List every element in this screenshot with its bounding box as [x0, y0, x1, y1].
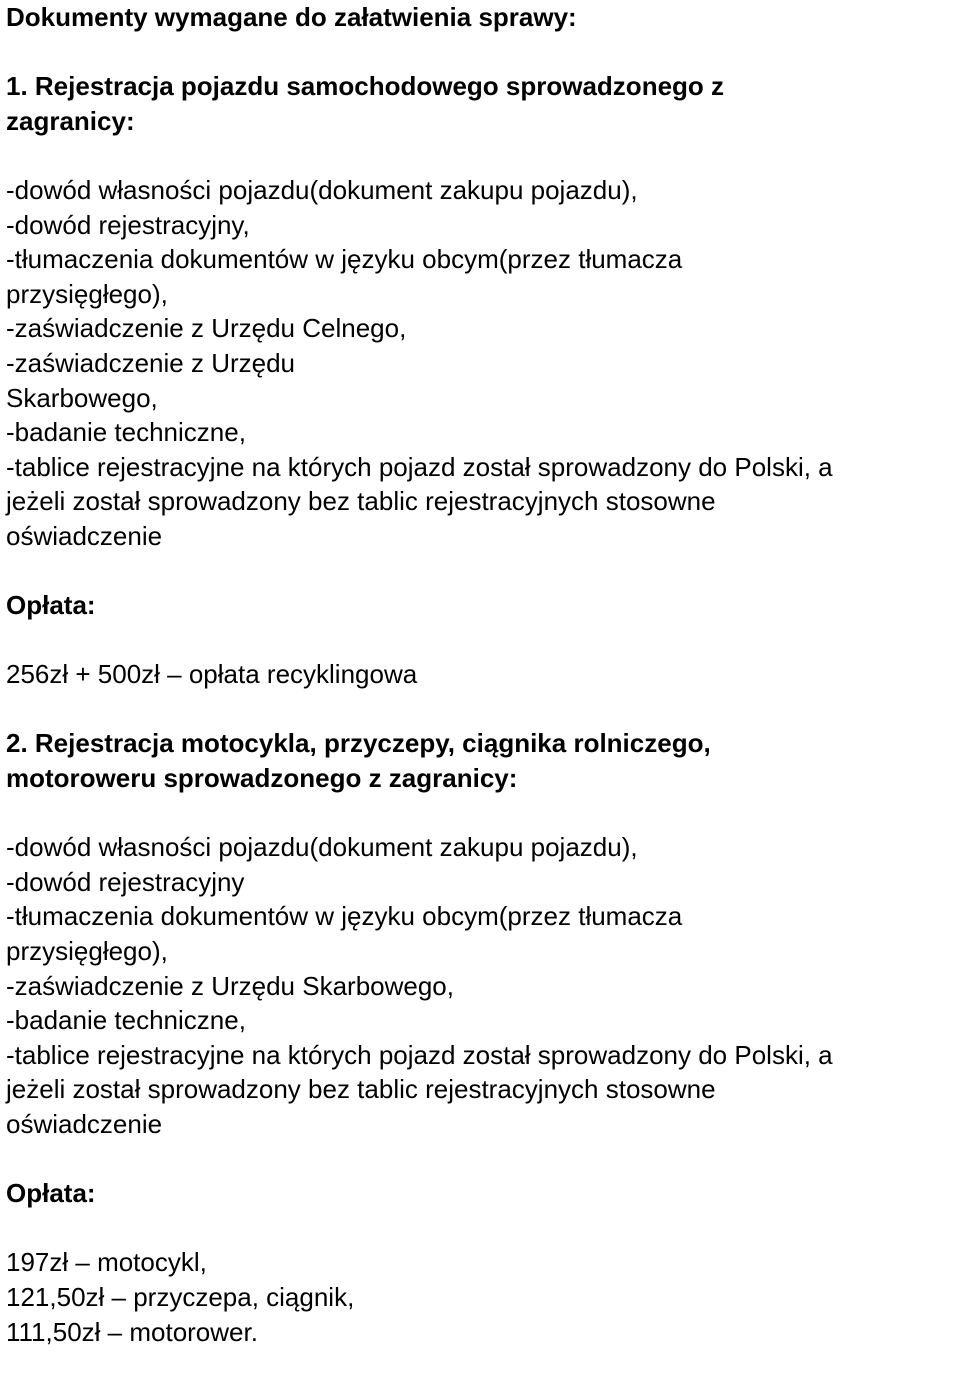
- list-item: -zaświadczenie z Urzędu Skarbowego,: [6, 970, 454, 1001]
- section-1-title-line-1: 1. Rejestracja pojazdu samochodowego sprowadzonego z: [6, 71, 725, 102]
- list-item: -tłumaczenia dokumentów w języku obcym(przez tłumacza: [6, 244, 683, 275]
- section-1-fee: 256zł + 500zł – opłata recyklingowa: [6, 659, 418, 690]
- document-heading: Dokumenty wymagane do załatwienia sprawy:: [6, 2, 577, 32]
- list-item: -dowód własności pojazdu(dokument zakupu pojazdu),: [6, 832, 638, 863]
- list-item: przysięgłego),: [6, 278, 168, 309]
- list-item: -dowód własności pojazdu(dokument zakupu pojazdu),: [6, 174, 638, 205]
- list-item: oświadczenie: [6, 520, 163, 551]
- list-item: -tłumaczenia dokumentów w języku obcym(przez tłumacza: [6, 901, 683, 932]
- list-item: Skarbowego,: [6, 382, 158, 413]
- spacer: [6, 1142, 960, 1177]
- list-item: -zaświadczenie z Urzędu Celnego,: [6, 313, 407, 344]
- spacer: [6, 692, 960, 727]
- list-item: jeżeli został sprowadzony bez tablic rejestracyjnych stosowne: [6, 1074, 716, 1105]
- list-item: przysięgłego),: [6, 936, 168, 967]
- spacer: [6, 35, 960, 70]
- list-item: oświadczenie: [6, 1109, 163, 1139]
- section-2-title-line-2: motoroweru sprowadzonego z zagranicy:: [6, 763, 518, 794]
- spacer: [6, 138, 960, 173]
- section-2-title-line-1: 2. Rejestracja motocykla, przyczepy, ciągnika rolniczego,: [6, 728, 711, 759]
- section-1-title-line-2: zagranicy:: [6, 105, 135, 136]
- section-1: [6, 69, 960, 726]
- list-item: -dowód rejestracyjny: [6, 866, 245, 897]
- list-item: -badanie techniczne,: [6, 417, 246, 448]
- spacer: [6, 796, 960, 831]
- list-item: jeżeli został sprowadzony bez tablic rejestracyjnych stosowne: [6, 486, 716, 517]
- document-page: [6, 0, 960, 1349]
- section-1-fee-label: Opłata:: [6, 590, 96, 621]
- spacer: [6, 623, 960, 658]
- section-2: [6, 726, 960, 1349]
- section-2-document-list: [6, 830, 960, 1141]
- list-item: -tablice rejestracyjne na których pojazd został sprowadzony do Polski, a: [6, 1039, 833, 1070]
- list-item: -dowód rejestracyjny,: [6, 209, 250, 240]
- section-2-fee-label: Opłata:: [6, 1178, 96, 1209]
- section-2-fee-trailer-tractor: 121,50zł – przyczepa, ciągnik,: [6, 1281, 355, 1312]
- section-2-fee-motorcycle: 197zł – motocykl,: [6, 1247, 207, 1278]
- section-2-fee-moped: 111,50zł – motorower.: [6, 1316, 258, 1347]
- section-1-document-list: [6, 173, 960, 554]
- list-item: -badanie techniczne,: [6, 1005, 246, 1036]
- spacer: [6, 554, 960, 589]
- list-item: -tablice rejestracyjne na których pojazd został sprowadzony do Polski, a: [6, 451, 833, 482]
- spacer: [6, 1211, 960, 1246]
- list-item: -zaświadczenie z Urzędu: [6, 347, 296, 378]
